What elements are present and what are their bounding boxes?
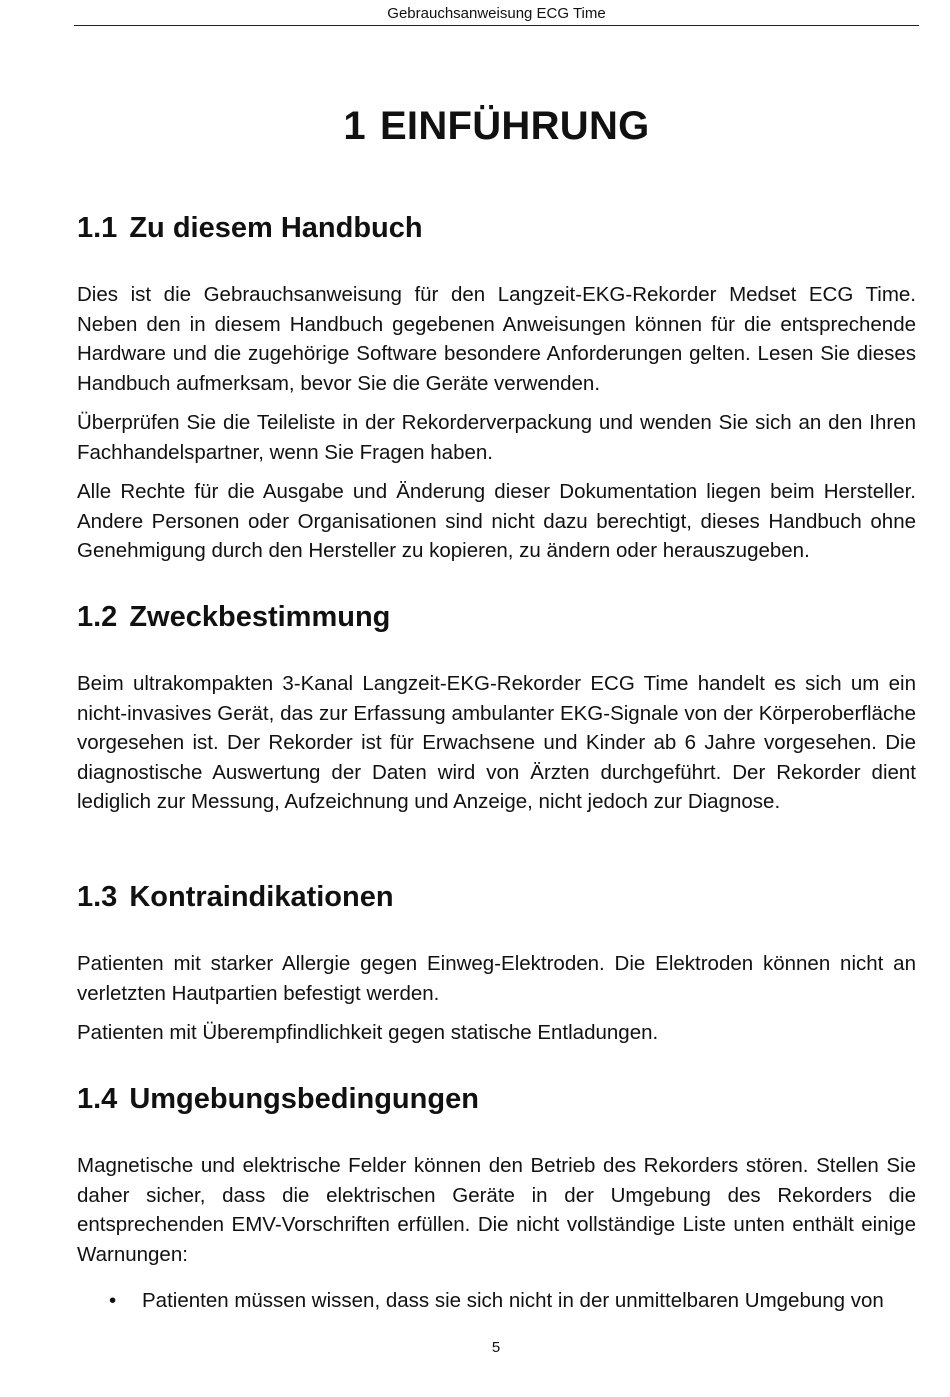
chapter-title: EINFÜHRUNG (379, 104, 650, 148)
paragraph: Magnetische und elektrische Felder können den Betrieb des Rekorders stören. Stellen Sie daher sicher, dass die elektrischen Geräte in der Umgebung des Rekorders die entsprechenden EMV-Vorschriften erfüllen. Die nicht vollständige Liste unten enthält einige Warnungen: (77, 1154, 916, 1266)
paragraph: Alle Rechte für die Ausgabe und Änderung dieser Dokumentation liegen beim Hersteller. Andere Personen oder Organisationen sind nicht dazu berechtigt, dieses Handbuch ohne Genehmigung durch den Hersteller zu kopieren, zu ändern oder herauszugeben. (77, 480, 916, 562)
section-heading-1-2 (77, 600, 390, 634)
section-title: Zweckbestimmung (129, 601, 391, 633)
page-number: 5 (491, 1339, 501, 1356)
paragraph: Beim ultrakompakten 3-Kanal Langzeit-EKG-Rekorder ECG Time handelt es sich um ein nicht-invasives Gerät, das zur Erfassung ambulanter EKG-Signale von der Körperoberfläche vorgesehen ist. Der Rekorder ist für Erwachsene und Kinder ab 6 Jahre vorgesehen. Die diagnostische Auswertung der Daten wird von Ärzten durchgeführt. Der Rekorder dient lediglich zur Messung, Aufzeichnung und Anzeige, nicht jedoch zur Diagnose. (77, 672, 916, 813)
paragraph: Patienten mit starker Allergie gegen Einweg-Elektroden. Die Elektroden können nicht an verletzten Hautpartien befestigt werden. (77, 952, 916, 1005)
section-number: 1.1 (77, 212, 118, 244)
paragraph: Dies ist die Gebrauchsanweisung für den Langzeit-EKG-Rekorder Medset ECG Time. Neben den in diesem Handbuch gegebenen Anweisungen können für die entsprechende Hardware und die zugehörige Software besondere Anforderungen gelten. Lesen Sie dieses Handbuch aufmerksam, bevor Sie die Geräte verwenden. (77, 283, 916, 395)
paragraph: Patienten mit Überempfindlichkeit gegen statische Entladungen. (77, 1021, 659, 1044)
section-title: Umgebungsbedingungen (129, 1083, 479, 1115)
section-heading-1-1 (77, 211, 423, 245)
section-heading-1-4 (77, 1082, 479, 1116)
section-heading-1-3 (77, 880, 394, 914)
chapter-number: 1 (343, 104, 366, 148)
list-item-text: Patienten müssen wissen, dass sie sich nicht in der unmittelbaren Umgebung von (142, 1289, 884, 1312)
chapter-heading (74, 104, 919, 149)
running-header (74, 4, 919, 26)
bullet-icon: • (109, 1289, 117, 1312)
section-number: 1.2 (77, 601, 118, 633)
section-number: 1.4 (77, 1083, 118, 1115)
section-title: Zu diesem Handbuch (129, 212, 423, 244)
section-title: Kontraindikationen (129, 881, 394, 913)
section-number: 1.3 (77, 881, 118, 913)
header-title: Gebrauchsanweisung ECG Time (387, 5, 606, 22)
paragraph: Überprüfen Sie die Teileliste in der Rekorderverpackung und wenden Sie sich an den Ihren Fachhandelspartner, wenn Sie Fragen haben. (77, 411, 916, 464)
